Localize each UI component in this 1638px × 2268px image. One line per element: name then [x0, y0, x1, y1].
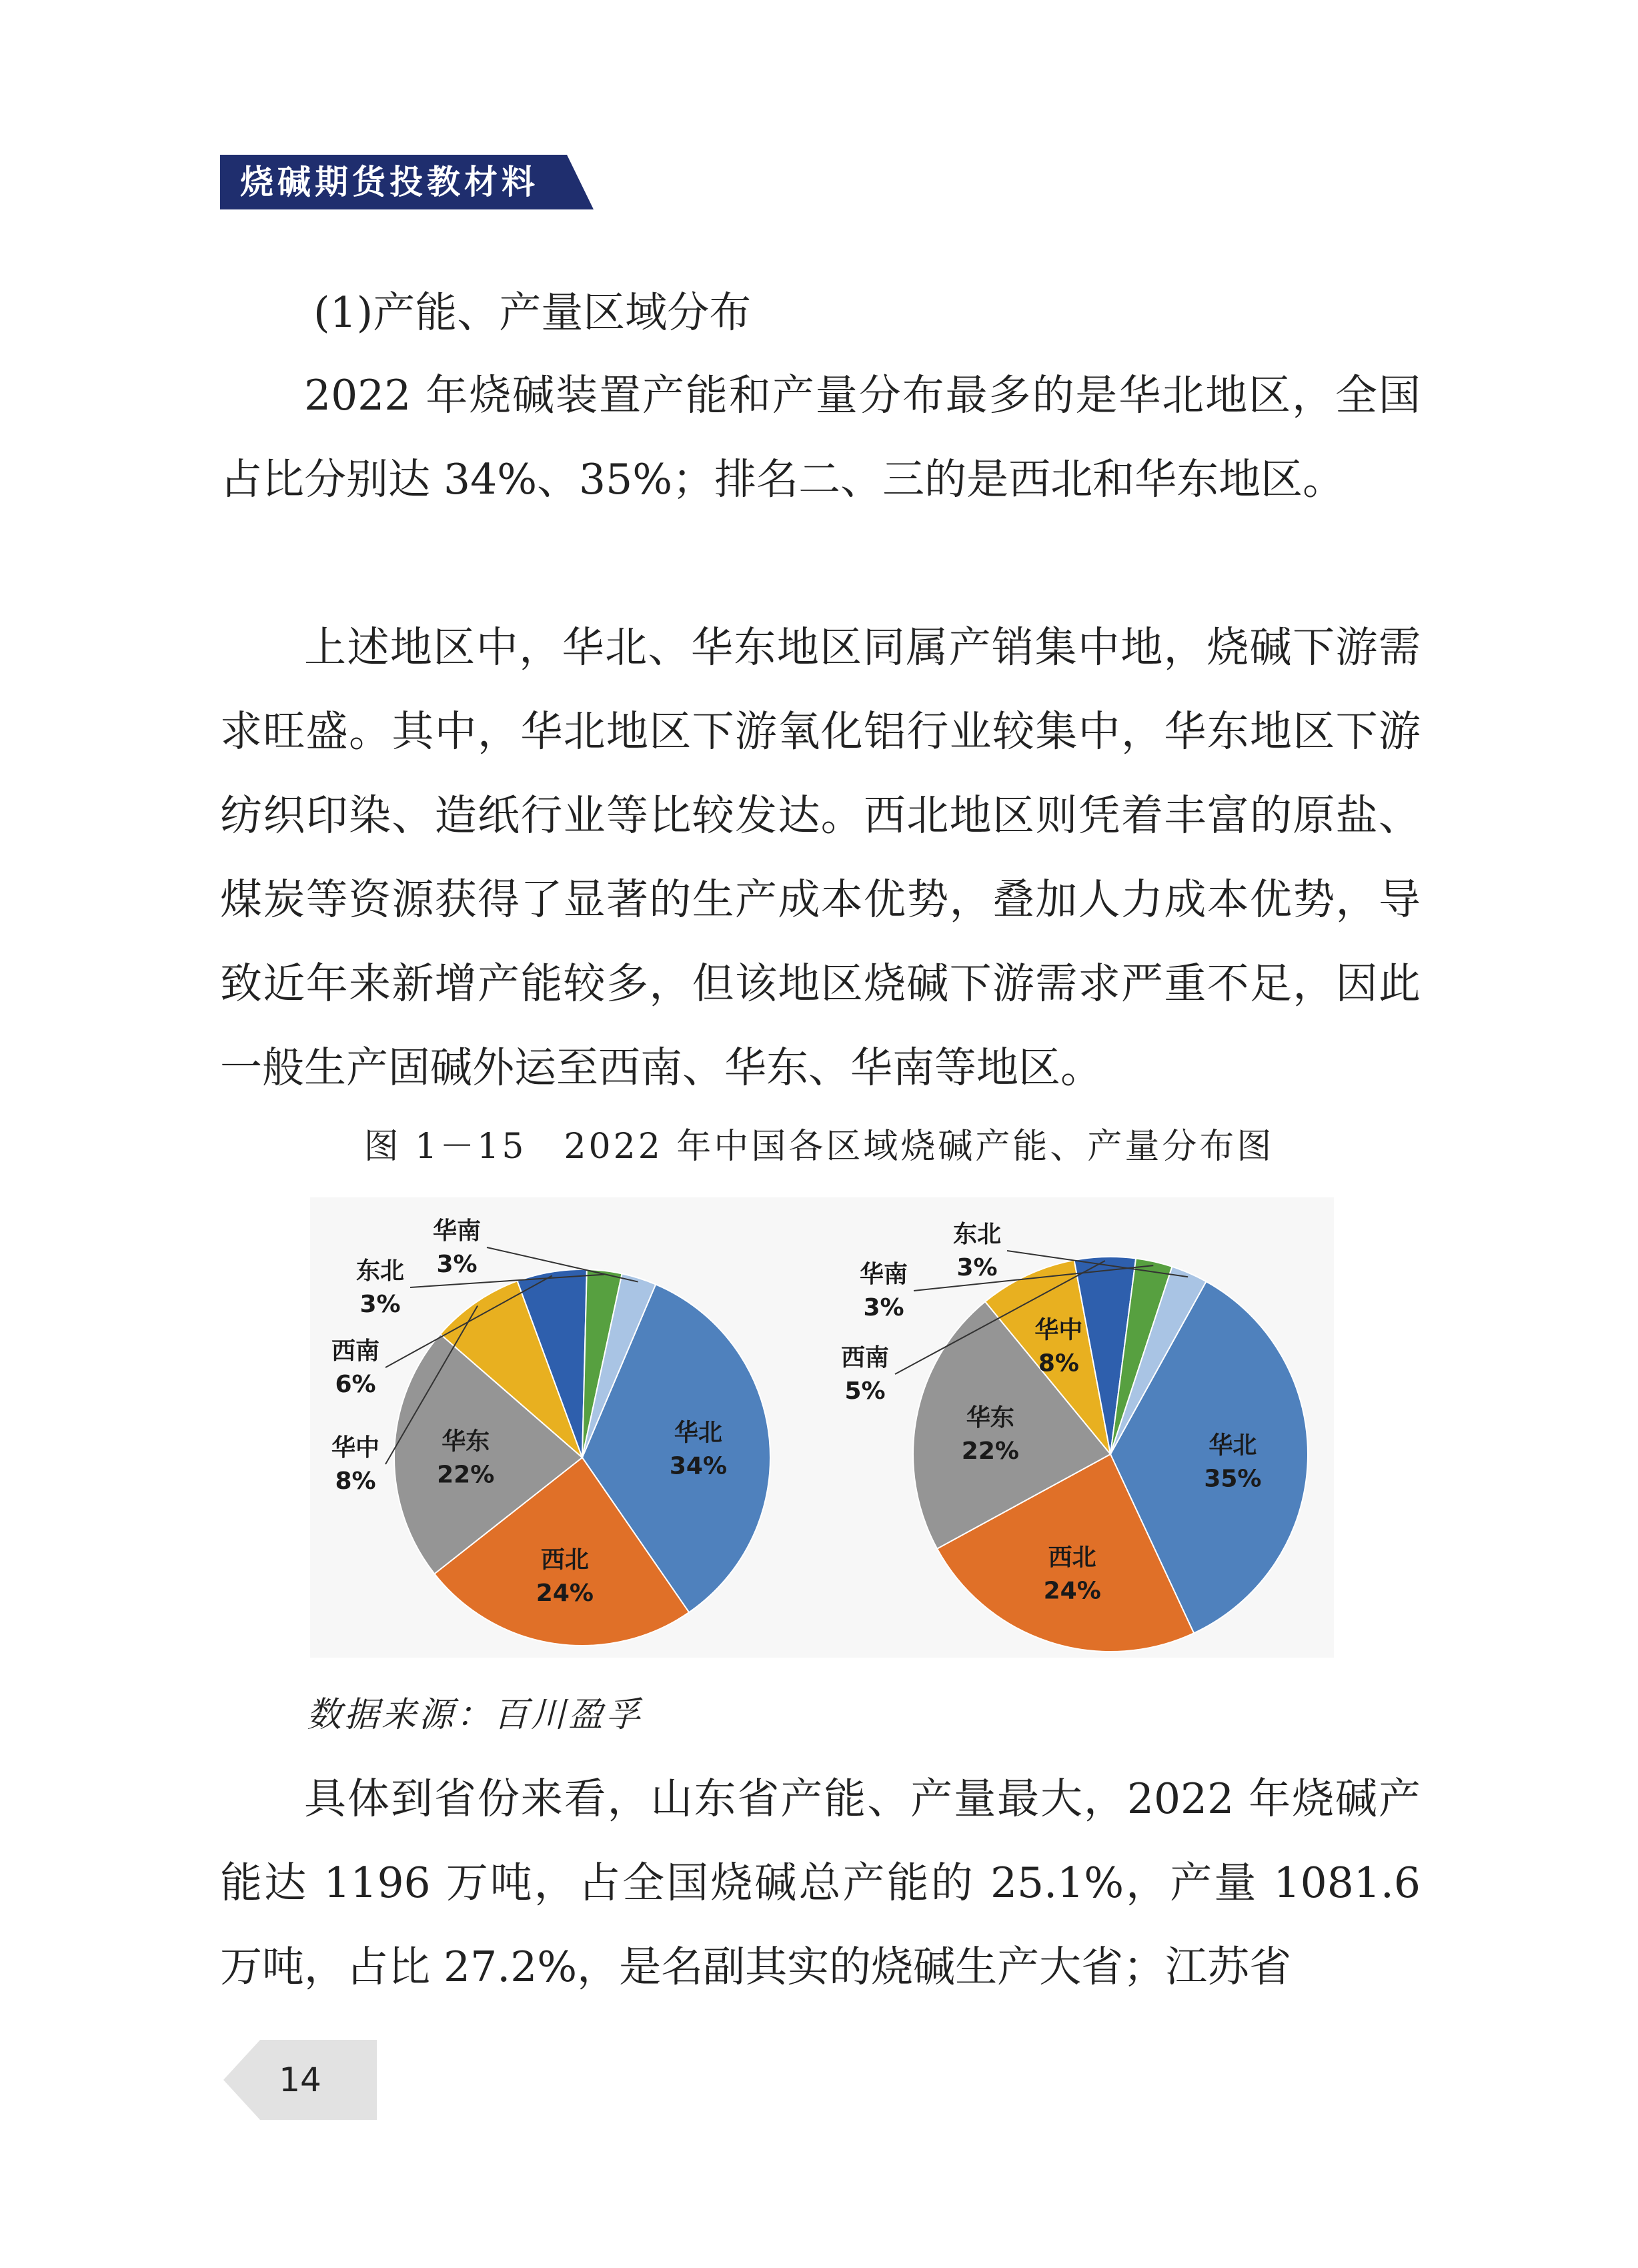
page-number: 14 — [279, 2061, 321, 2099]
slice-value-label: 3% — [359, 1291, 401, 1318]
header-tab — [220, 155, 594, 209]
slice-value-label: 34% — [669, 1452, 728, 1480]
pie-chart-2 — [841, 1221, 1308, 1652]
paragraph-3: 具体到省份来看，山东省产能、产量最大，2022 年烧碱产能达 1196 万吨，占全国烧碱总产能的 25.1%，产量 1081.6 万吨，占比 27.2%，是名副其实的烧碱生产大省；江苏省 — [220, 1774, 1421, 1991]
slice-value-label: 24% — [536, 1579, 594, 1607]
slice-label: 华北 — [674, 1419, 722, 1447]
paragraph-1: 2022 年烧碱装置产能和产量分布最多的是华北地区，全国占比分别达 34%、35%；排名二、三的是西北和华东地区。 — [220, 371, 1421, 504]
slice-label: 东北 — [355, 1257, 405, 1285]
slice-label: 华南 — [432, 1217, 482, 1245]
section-subheading: (1)产能、产量区域分布 — [313, 288, 752, 337]
slice-label: 华东 — [442, 1428, 490, 1456]
slice-value-label: 8% — [1038, 1349, 1080, 1377]
slice-label: 东北 — [952, 1221, 1002, 1248]
slice-value-label: 22% — [437, 1461, 495, 1489]
slice-label: 西北 — [1048, 1544, 1096, 1572]
slice-label: 华北 — [1208, 1432, 1257, 1460]
pie-chart-1 — [331, 1217, 770, 1646]
slice-value-label: 35% — [1204, 1465, 1262, 1493]
slice-label: 西南 — [840, 1344, 890, 1371]
slice-value-label: 22% — [961, 1437, 1019, 1465]
slice-label: 华南 — [859, 1261, 908, 1288]
slice-value-label: 8% — [335, 1468, 376, 1495]
slice-value-label: 24% — [1043, 1577, 1101, 1605]
pie-charts — [310, 1197, 1334, 1658]
slice-label: 华中 — [331, 1434, 380, 1462]
slice-label: 西南 — [331, 1337, 380, 1365]
paragraph-2: 上述地区中，华北、华东地区同属产销集中地，烧碱下游需求旺盛。其中，华北地区下游氧化铝行业较集中，华东地区下游纺织印染、造纸行业等比较发达。西北地区则凭着丰富的原盐、煤炭等资源获得了显著的生产成本优势，叠加人力成本优势，导致近年来新增产能较多，但该地区烧碱下游需求严重不足，因此一般生产固碱外运至西南、华东、华南等地区。 — [220, 623, 1421, 1092]
figure-caption: 图 1－15 2022 年中国各区域烧碱产能、产量分布图 — [363, 1127, 1275, 1167]
header-title: 烧碱期货投教材料 — [240, 163, 539, 201]
figure-source: 数据来源：百川盈孚 — [307, 1695, 644, 1735]
chart-panel — [310, 1197, 1334, 1658]
slice-value-label: 3% — [863, 1294, 904, 1321]
slice-label: 华中 — [1034, 1316, 1083, 1344]
slice-value-label: 3% — [436, 1251, 478, 1278]
slice-label: 华东 — [966, 1403, 1014, 1432]
slice-value-label: 3% — [956, 1254, 998, 1281]
slice-value-label: 5% — [844, 1377, 886, 1405]
page-number-badge — [223, 2040, 377, 2120]
slice-label: 西北 — [540, 1546, 589, 1574]
slice-value-label: 6% — [335, 1371, 376, 1398]
